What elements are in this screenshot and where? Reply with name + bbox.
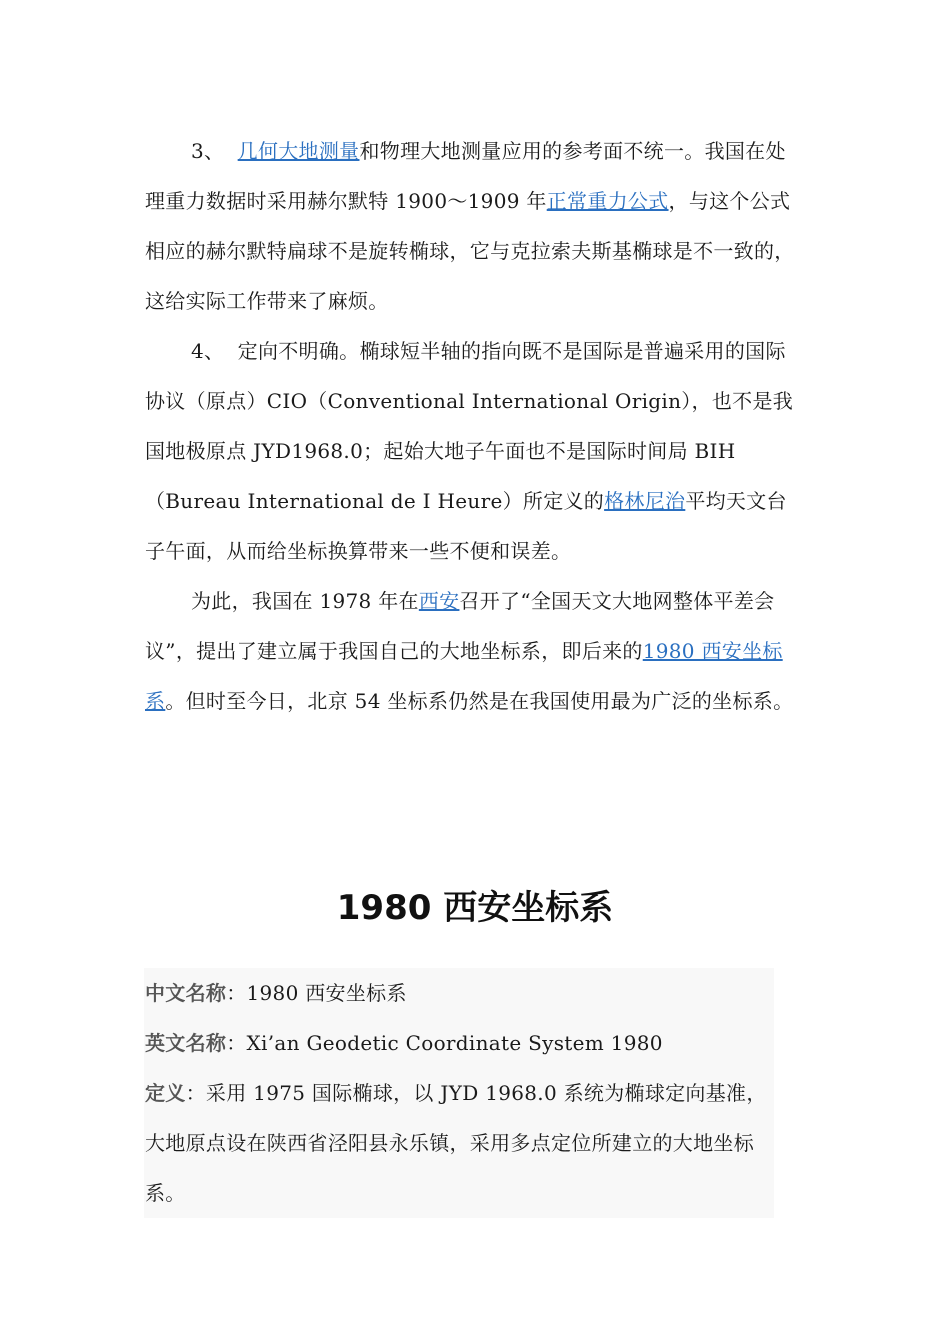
paragraph-3: [145, 126, 805, 326]
info-row-definition: [144, 1068, 774, 1218]
list-number: 4、: [191, 339, 225, 363]
section-heading: 1980 西安坐标系: [336, 888, 614, 928]
paragraph-text: 平均天文台子午面，从而给坐标换算带来一些不便和误差。: [145, 489, 787, 563]
info-key: 英文名称: [145, 1031, 227, 1055]
info-key: 中文名称: [145, 981, 227, 1005]
paragraph-text: 召开了“全国天文大地网整体平差会议”，提出了建立属于我国自己的大地坐标系，即后来的: [145, 589, 775, 663]
body-text: [145, 126, 805, 726]
paragraph-4: [145, 326, 805, 576]
paragraph-text: ，与这个公式相应的赫尔默特扁球不是旋转椭球，它与克拉索夫斯基椭球是不一致的，这给实际工作带来了麻烦。: [145, 189, 795, 313]
info-value: ：采用 1975 国际椭球，以 JYD 1968.0 系统为椭球定向基准，大地原点设在陕西省泾阳县永乐镇，采用多点定位所建立的大地坐标系。: [145, 1081, 767, 1205]
paragraph-5: [145, 576, 805, 726]
link-xian-1980[interactable]: 1980 西安坐标系: [145, 639, 783, 713]
info-value: ：Xi’an Geodetic Coordinate System 1980: [226, 1031, 663, 1055]
link-normal-gravity-formula[interactable]: 正常重力公式: [546, 189, 669, 213]
paragraph-text: 定向不明确。椭球短半轴的指向既不是国际是普遍采用的国际协议（原点）CIO（Conventional International Origin），也不是我国地极原点 JYD1968.0；起始大地子午面也不是国际时间局 BIH（Bureau International de I Heure）所定义的: [145, 339, 794, 513]
paragraph-text: 和物理大地测量应用的参考面不统一。我国在处理重力数据时采用赫尔默特 1900～1909 年: [145, 139, 786, 213]
info-row-english-name: [144, 1018, 774, 1068]
link-greenwich[interactable]: 格林尼治: [604, 489, 686, 513]
paragraph-text: 为此，我国在 1978 年在: [191, 589, 419, 613]
list-number: 3、: [191, 139, 225, 163]
info-box: [144, 968, 774, 1218]
info-key: 定义: [145, 1081, 186, 1105]
link-geometric-geodesy[interactable]: 几何大地测量: [237, 139, 360, 163]
link-xian[interactable]: 西安: [418, 589, 460, 613]
paragraph-text: 。但时至今日，北京 54 坐标系仍然是在我国使用最为广泛的坐标系。: [165, 689, 794, 713]
info-row-chinese-name: [144, 968, 774, 1018]
info-value: ：1980 西安坐标系: [226, 981, 407, 1005]
